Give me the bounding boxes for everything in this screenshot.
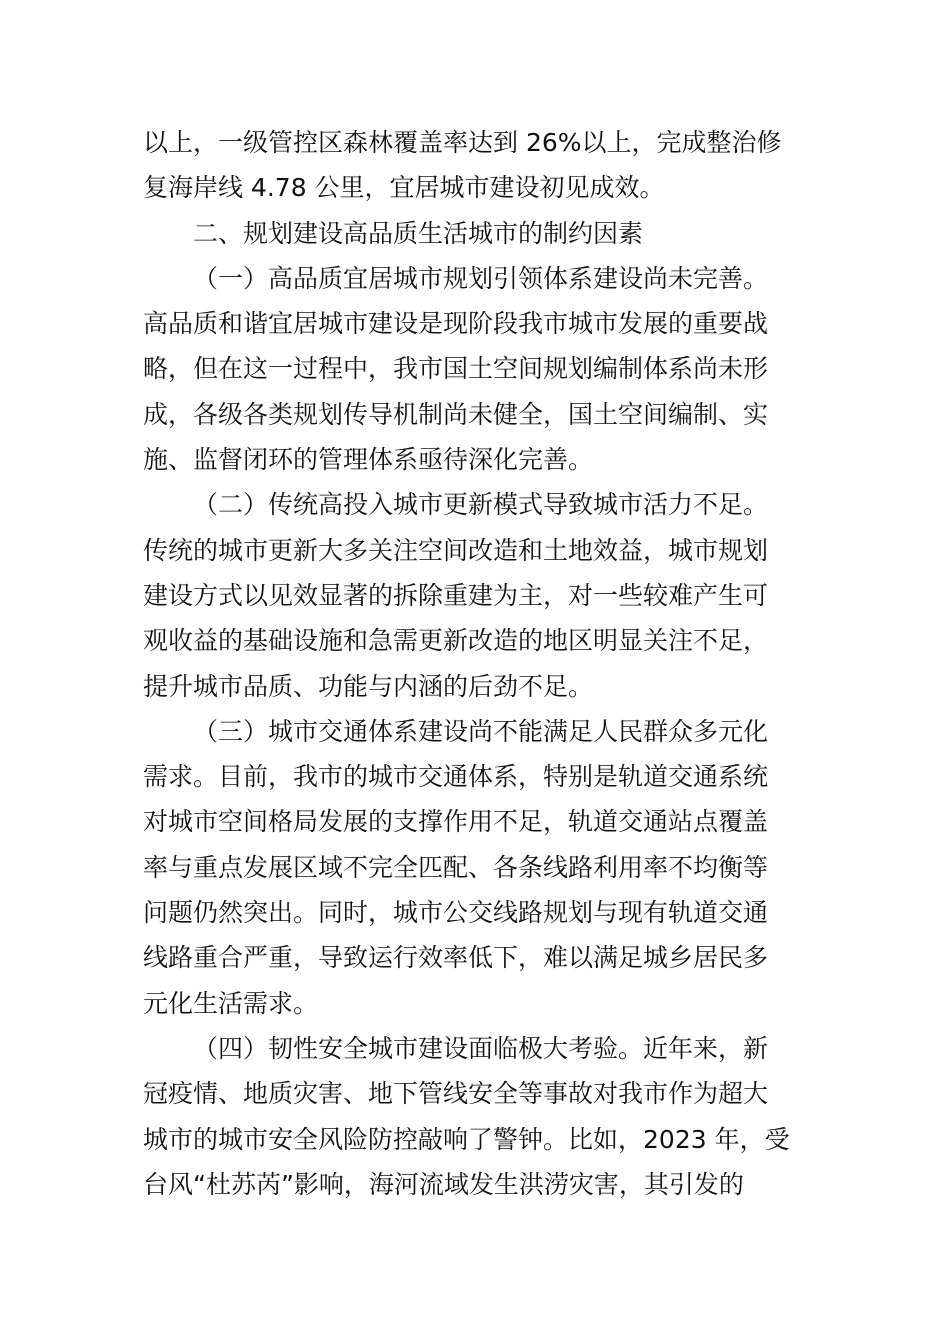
paragraph-start-line: （二）传统高投入城市更新模式导致城市活力不足。 bbox=[193, 490, 769, 520]
text-line: 略，但在这一过程中，我市国土空间规划编制体系尚未形 bbox=[143, 354, 769, 384]
text-line: 率与重点发展区域不完全匹配、各条线路利用率不均衡等 bbox=[143, 852, 769, 882]
text-line: 需求。目前，我市的城市交通体系，特别是轨道交通系统 bbox=[143, 762, 769, 792]
text-line: 问题仍然突出。同时，城市公交线路规划与现有轨道交通 bbox=[143, 898, 769, 928]
text-line: 提升城市品质、功能与内涵的后劲不足。 bbox=[143, 671, 594, 701]
text-line: 复海岸线 4.78 公里，宜居城市建设初见成效。 bbox=[143, 173, 665, 203]
paragraph-start-line: （三）城市交通体系建设尚不能满足人民群众多元化 bbox=[193, 716, 769, 746]
paragraph-start-line: 二、规划建设高品质生活城市的制约因素 bbox=[193, 218, 644, 248]
text-line: 冠疫情、地质灾害、地下管线安全等事故对我市作为超大 bbox=[143, 1079, 769, 1109]
paragraph-start-line: （一）高品质宜居城市规划引领体系建设尚未完善。 bbox=[193, 263, 769, 293]
text-line: 观收益的基础设施和急需更新改造的地区明显关注不足， bbox=[143, 626, 769, 656]
text-line: 成，各级各类规划传导机制尚未健全，国土空间编制、实 bbox=[143, 399, 769, 429]
text-line: 台风“杜苏芮”影响，海河流域发生洪涝灾害，其引发的 bbox=[143, 1169, 744, 1199]
text-line: 线路重合严重，导致运行效率低下，难以满足城乡居民多 bbox=[143, 943, 769, 973]
text-line: 施、监督闭环的管理体系亟待深化完善。 bbox=[143, 445, 594, 475]
text-line: 传统的城市更新大多关注空间改造和土地效益，城市规划 bbox=[143, 535, 769, 565]
text-line: 以上，一级管控区森林覆盖率达到 26%以上，完成整治修 bbox=[143, 128, 782, 157]
text-line: 城市的城市安全风险防控敲响了警钟。比如，2023 年，受 bbox=[143, 1124, 790, 1154]
text-line: 元化生活需求。 bbox=[143, 988, 319, 1018]
paragraph-start-line: （四）韧性安全城市建设面临极大考验。近年来，新 bbox=[193, 1033, 769, 1063]
text-line: 建设方式以见效显著的拆除重建为主，对一些较难产生可 bbox=[143, 580, 769, 610]
text-line: 对城市空间格局发展的支撑作用不足，轨道交通站点覆盖 bbox=[143, 807, 769, 837]
document-body bbox=[143, 120, 823, 1207]
text-line: 高品质和谐宜居城市建设是现阶段我市城市发展的重要战 bbox=[143, 309, 769, 339]
